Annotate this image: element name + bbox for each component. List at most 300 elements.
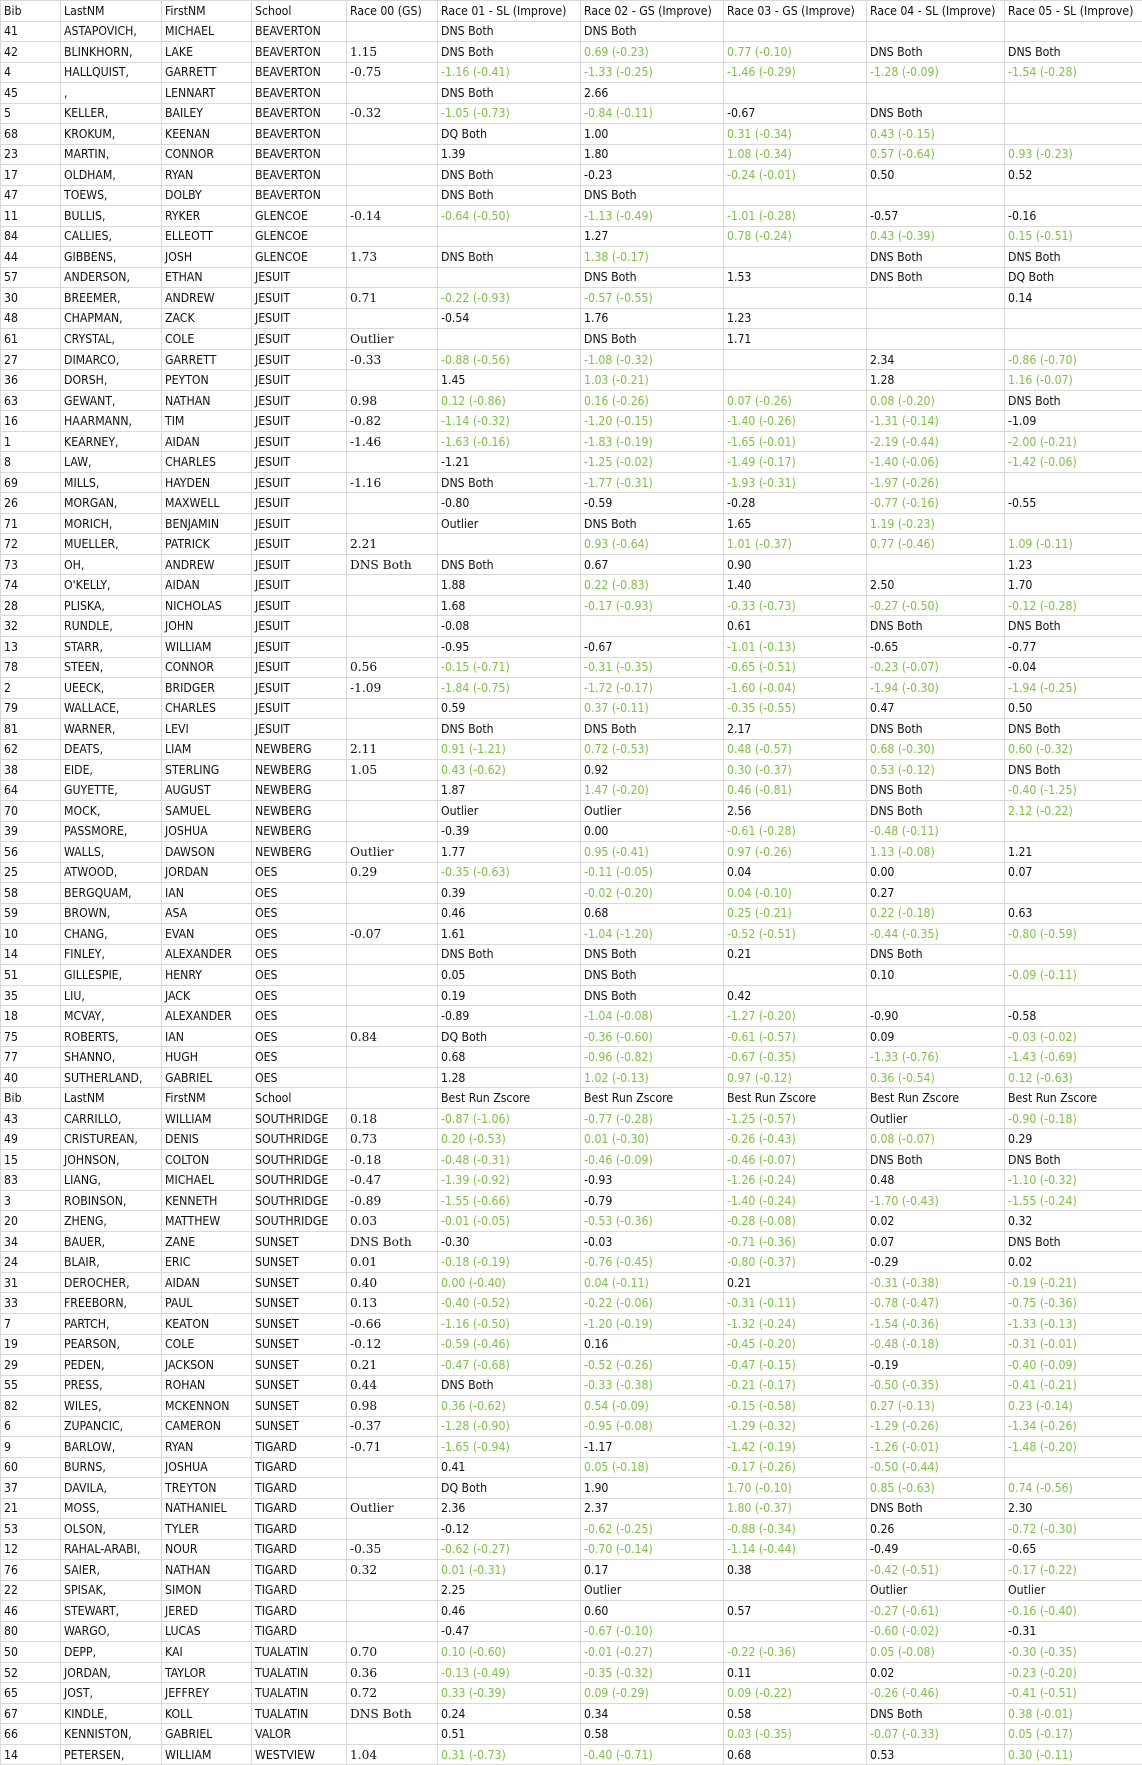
bib-cell[interactable]: 48 [1,308,61,329]
bib-cell[interactable]: 28 [1,595,61,616]
race-05-cell[interactable]: 0.50 [1005,698,1142,719]
race-00-cell[interactable] [347,985,438,1006]
race-01-cell[interactable]: 1.88 [438,575,581,596]
header-cell[interactable]: LastNM [61,1,162,22]
race-03-cell[interactable]: -1.49 (-0.17) [724,452,867,473]
race-04-cell[interactable]: 0.47 [867,698,1005,719]
race-02-cell[interactable]: DNS Both [581,329,724,350]
race-00-cell[interactable]: 2.11 [347,739,438,760]
race-05-cell[interactable]: -1.43 (-0.69) [1005,1047,1142,1068]
school-cell[interactable]: NEWBERG [252,801,347,822]
race-01-cell[interactable]: -0.54 [438,308,581,329]
race-04-cell[interactable]: DNS Both [867,719,1005,740]
race-02-cell[interactable]: -0.53 (-0.36) [581,1211,724,1232]
race-03-cell[interactable] [724,83,867,104]
race-00-cell[interactable]: 0.21 [347,1355,438,1376]
race-01-cell[interactable]: 0.05 [438,965,581,986]
last-name-cell[interactable]: DIMARCO, [61,349,162,370]
first-name-cell[interactable]: CONNOR [162,657,252,678]
last-name-cell[interactable]: FINLEY, [61,944,162,965]
race-00-cell[interactable] [347,1478,438,1499]
bib-cell[interactable]: 21 [1,1498,61,1519]
race-00-cell[interactable]: 0.71 [347,288,438,309]
race-01-cell[interactable]: Outlier [438,801,581,822]
race-04-cell[interactable]: -1.97 (-0.26) [867,472,1005,493]
race-00-cell[interactable] [347,21,438,42]
race-01-cell[interactable]: 0.36 (-0.62) [438,1396,581,1417]
race-05-cell[interactable]: -0.04 [1005,657,1142,678]
race-00-cell[interactable]: 2.21 [347,534,438,555]
race-01-cell[interactable]: DNS Both [438,554,581,575]
race-04-cell[interactable]: Outlier [867,1580,1005,1601]
race-05-cell[interactable]: 0.12 (-0.63) [1005,1067,1142,1088]
last-name-cell[interactable]: ASTAPOVICH, [61,21,162,42]
last-name-cell[interactable]: PLISKA, [61,595,162,616]
race-00-cell[interactable] [347,1067,438,1088]
race-03-cell[interactable] [724,1621,867,1642]
first-name-cell[interactable]: ANDREW [162,288,252,309]
race-05-cell[interactable]: -1.34 (-0.26) [1005,1416,1142,1437]
race-02-cell[interactable]: 1.03 (-0.21) [581,370,724,391]
race-02-cell[interactable]: -0.59 [581,493,724,514]
first-name-cell[interactable]: FirstNM [162,1088,252,1109]
race-04-cell[interactable]: -1.31 (-0.14) [867,411,1005,432]
race-03-cell[interactable]: 1.80 (-0.37) [724,1498,867,1519]
school-cell[interactable]: JESUIT [252,349,347,370]
race-02-cell[interactable]: 1.38 (-0.17) [581,247,724,268]
race-00-cell[interactable]: -0.07 [347,924,438,945]
race-00-cell[interactable]: DNS Both [347,1703,438,1724]
race-03-cell[interactable]: 0.07 (-0.26) [724,390,867,411]
race-01-cell[interactable]: 1.39 [438,144,581,165]
race-02-cell[interactable]: -1.77 (-0.31) [581,472,724,493]
race-00-cell[interactable]: 0.84 [347,1026,438,1047]
race-00-cell[interactable] [347,903,438,924]
race-02-cell[interactable]: 0.05 (-0.18) [581,1457,724,1478]
race-04-cell[interactable]: DNS Both [867,247,1005,268]
race-01-cell[interactable]: 1.68 [438,595,581,616]
school-cell[interactable]: SUNSET [252,1293,347,1314]
race-04-cell[interactable]: -0.49 [867,1539,1005,1560]
race-01-cell[interactable]: 0.33 (-0.39) [438,1683,581,1704]
race-05-cell[interactable]: -1.55 (-0.24) [1005,1190,1142,1211]
bib-cell[interactable]: 4 [1,62,61,83]
last-name-cell[interactable]: RAHAL-ARABI, [61,1539,162,1560]
race-04-cell[interactable]: -0.50 (-0.44) [867,1457,1005,1478]
race-03-cell[interactable]: 0.68 [724,1744,867,1765]
race-05-cell[interactable]: -0.31 [1005,1621,1142,1642]
race-00-cell[interactable]: 0.03 [347,1211,438,1232]
race-04-cell[interactable]: -0.42 (-0.51) [867,1560,1005,1581]
race-00-cell[interactable] [347,883,438,904]
race-03-cell[interactable]: -1.26 (-0.24) [724,1170,867,1191]
school-cell[interactable]: JESUIT [252,288,347,309]
first-name-cell[interactable]: JACKSON [162,1355,252,1376]
last-name-cell[interactable]: O'KELLY, [61,575,162,596]
school-cell[interactable]: JESUIT [252,267,347,288]
last-name-cell[interactable]: OLDHAM, [61,165,162,186]
race-05-cell[interactable]: -0.41 (-0.21) [1005,1375,1142,1396]
bib-cell[interactable]: 43 [1,1108,61,1129]
race-04-cell[interactable]: 2.34 [867,349,1005,370]
header-cell[interactable]: Race 01 - SL (Improve) [438,1,581,22]
race-03-cell[interactable]: -0.17 (-0.26) [724,1457,867,1478]
bib-cell[interactable]: 1 [1,431,61,452]
race-04-cell[interactable] [867,985,1005,1006]
bib-cell[interactable]: 78 [1,657,61,678]
race-02-cell[interactable]: Best Run Zscore [581,1088,724,1109]
race-01-cell[interactable] [438,534,581,555]
school-cell[interactable]: GLENCOE [252,247,347,268]
school-cell[interactable]: SUNSET [252,1231,347,1252]
race-02-cell[interactable]: -0.23 [581,165,724,186]
race-04-cell[interactable]: 0.77 (-0.46) [867,534,1005,555]
race-04-cell[interactable]: 0.68 (-0.30) [867,739,1005,760]
school-cell[interactable]: SUNSET [252,1334,347,1355]
race-02-cell[interactable]: 0.60 [581,1601,724,1622]
bib-cell[interactable]: 73 [1,554,61,575]
race-02-cell[interactable]: -0.52 (-0.26) [581,1355,724,1376]
first-name-cell[interactable]: DAWSON [162,842,252,863]
bib-cell[interactable]: 36 [1,370,61,391]
race-00-cell[interactable] [347,1519,438,1540]
bib-cell[interactable]: 9 [1,1437,61,1458]
race-02-cell[interactable]: -0.96 (-0.82) [581,1047,724,1068]
race-02-cell[interactable]: 0.09 (-0.29) [581,1683,724,1704]
last-name-cell[interactable]: CALLIES, [61,226,162,247]
race-04-cell[interactable] [867,83,1005,104]
bib-cell[interactable]: 2 [1,678,61,699]
last-name-cell[interactable]: LastNM [61,1088,162,1109]
race-03-cell[interactable]: -0.46 (-0.07) [724,1149,867,1170]
last-name-cell[interactable]: BROWN, [61,903,162,924]
first-name-cell[interactable]: NOUR [162,1539,252,1560]
school-cell[interactable]: SUNSET [252,1272,347,1293]
race-03-cell[interactable] [724,370,867,391]
school-cell[interactable]: TIGARD [252,1457,347,1478]
race-01-cell[interactable]: 0.01 (-0.31) [438,1560,581,1581]
last-name-cell[interactable]: KEARNEY, [61,431,162,452]
race-00-cell[interactable]: -0.35 [347,1539,438,1560]
first-name-cell[interactable]: ZANE [162,1231,252,1252]
race-01-cell[interactable]: -0.18 (-0.19) [438,1252,581,1273]
race-00-cell[interactable]: -0.71 [347,1437,438,1458]
school-cell[interactable]: BEAVERTON [252,62,347,83]
race-01-cell[interactable]: 0.12 (-0.86) [438,390,581,411]
race-03-cell[interactable]: -0.65 (-0.51) [724,657,867,678]
race-00-cell[interactable] [347,1457,438,1478]
race-03-cell[interactable]: 0.97 (-0.12) [724,1067,867,1088]
first-name-cell[interactable]: SIMON [162,1580,252,1601]
race-03-cell[interactable]: 0.46 (-0.81) [724,780,867,801]
race-00-cell[interactable] [347,575,438,596]
race-04-cell[interactable]: -0.78 (-0.47) [867,1293,1005,1314]
race-02-cell[interactable]: 0.22 (-0.83) [581,575,724,596]
race-02-cell[interactable]: 0.58 [581,1724,724,1745]
first-name-cell[interactable]: GARRETT [162,349,252,370]
race-01-cell[interactable]: -0.22 (-0.93) [438,288,581,309]
bib-cell[interactable]: 46 [1,1601,61,1622]
last-name-cell[interactable]: MORICH, [61,513,162,534]
school-cell[interactable]: JESUIT [252,411,347,432]
race-03-cell[interactable]: 1.65 [724,513,867,534]
race-05-cell[interactable] [1005,821,1142,842]
race-05-cell[interactable]: DNS Both [1005,760,1142,781]
first-name-cell[interactable]: JERED [162,1601,252,1622]
bib-cell[interactable]: 38 [1,760,61,781]
first-name-cell[interactable]: ALEXANDER [162,1006,252,1027]
race-02-cell[interactable]: -1.04 (-0.08) [581,1006,724,1027]
race-04-cell[interactable]: DNS Both [867,780,1005,801]
race-02-cell[interactable]: -0.02 (-0.20) [581,883,724,904]
race-00-cell[interactable]: -0.66 [347,1314,438,1335]
first-name-cell[interactable]: CHARLES [162,698,252,719]
school-cell[interactable]: OES [252,1067,347,1088]
race-04-cell[interactable]: Best Run Zscore [867,1088,1005,1109]
race-04-cell[interactable]: -1.26 (-0.01) [867,1437,1005,1458]
race-02-cell[interactable]: DNS Both [581,965,724,986]
school-cell[interactable]: TUALATIN [252,1703,347,1724]
race-05-cell[interactable]: -0.80 (-0.59) [1005,924,1142,945]
first-name-cell[interactable]: CONNOR [162,144,252,165]
race-05-cell[interactable] [1005,985,1142,1006]
race-03-cell[interactable]: -0.61 (-0.57) [724,1026,867,1047]
school-cell[interactable]: JESUIT [252,513,347,534]
bib-cell[interactable]: 60 [1,1457,61,1478]
race-02-cell[interactable]: DNS Both [581,985,724,1006]
race-01-cell[interactable]: -0.64 (-0.50) [438,206,581,227]
school-cell[interactable]: OES [252,985,347,1006]
race-00-cell[interactable] [347,165,438,186]
race-04-cell[interactable] [867,288,1005,309]
race-00-cell[interactable]: 1.15 [347,42,438,63]
header-cell[interactable]: Race 04 - SL (Improve) [867,1,1005,22]
race-01-cell[interactable]: -0.48 (-0.31) [438,1149,581,1170]
race-03-cell[interactable] [724,21,867,42]
school-cell[interactable]: JESUIT [252,698,347,719]
race-03-cell[interactable]: -1.01 (-0.28) [724,206,867,227]
last-name-cell[interactable]: CARRILLO, [61,1108,162,1129]
race-04-cell[interactable]: -0.29 [867,1252,1005,1273]
race-02-cell[interactable]: DNS Both [581,719,724,740]
last-name-cell[interactable]: BULLIS, [61,206,162,227]
race-04-cell[interactable]: -0.31 (-0.38) [867,1272,1005,1293]
race-01-cell[interactable]: -0.15 (-0.71) [438,657,581,678]
race-00-cell[interactable] [347,1580,438,1601]
first-name-cell[interactable]: NATHAN [162,1560,252,1581]
last-name-cell[interactable]: WALLACE, [61,698,162,719]
race-00-cell[interactable]: -0.32 [347,103,438,124]
race-02-cell[interactable]: Outlier [581,1580,724,1601]
school-cell[interactable]: JESUIT [252,616,347,637]
race-05-cell[interactable] [1005,329,1142,350]
race-04-cell[interactable]: 0.09 [867,1026,1005,1047]
first-name-cell[interactable]: ZACK [162,308,252,329]
race-05-cell[interactable]: -0.65 [1005,1539,1142,1560]
race-01-cell[interactable]: -0.95 [438,636,581,657]
last-name-cell[interactable]: CHAPMAN, [61,308,162,329]
race-05-cell[interactable]: Best Run Zscore [1005,1088,1142,1109]
race-04-cell[interactable]: -0.60 (-0.02) [867,1621,1005,1642]
header-cell[interactable]: Race 00 (GS) [347,1,438,22]
race-01-cell[interactable]: -1.84 (-0.75) [438,678,581,699]
race-05-cell[interactable]: 0.02 [1005,1252,1142,1273]
race-05-cell[interactable]: DNS Both [1005,616,1142,637]
race-00-cell[interactable]: -1.09 [347,678,438,699]
race-00-cell[interactable]: 1.05 [347,760,438,781]
bib-cell[interactable]: 51 [1,965,61,986]
school-cell[interactable]: SOUTHRIDGE [252,1129,347,1150]
bib-cell[interactable]: 57 [1,267,61,288]
race-02-cell[interactable]: -1.17 [581,1437,724,1458]
bib-cell[interactable]: 76 [1,1560,61,1581]
race-03-cell[interactable]: 1.40 [724,575,867,596]
race-01-cell[interactable]: 0.20 (-0.53) [438,1129,581,1150]
first-name-cell[interactable]: JACK [162,985,252,1006]
race-01-cell[interactable]: -0.80 [438,493,581,514]
last-name-cell[interactable]: RUNDLE, [61,616,162,637]
first-name-cell[interactable]: ROHAN [162,1375,252,1396]
last-name-cell[interactable]: EIDE, [61,760,162,781]
race-04-cell[interactable]: 0.07 [867,1231,1005,1252]
first-name-cell[interactable]: HAYDEN [162,472,252,493]
bib-cell[interactable]: 61 [1,329,61,350]
last-name-cell[interactable]: CRISTUREAN, [61,1129,162,1150]
school-cell[interactable]: TIGARD [252,1519,347,1540]
last-name-cell[interactable]: UEECK, [61,678,162,699]
first-name-cell[interactable]: CHARLES [162,452,252,473]
bib-cell[interactable]: 22 [1,1580,61,1601]
bib-cell[interactable]: 23 [1,144,61,165]
race-05-cell[interactable] [1005,308,1142,329]
first-name-cell[interactable]: AUGUST [162,780,252,801]
race-01-cell[interactable]: DNS Both [438,1375,581,1396]
school-cell[interactable]: OES [252,944,347,965]
race-05-cell[interactable]: 0.63 [1005,903,1142,924]
last-name-cell[interactable]: DEATS, [61,739,162,760]
race-00-cell[interactable] [347,698,438,719]
race-00-cell[interactable]: 0.18 [347,1108,438,1129]
race-00-cell[interactable]: -0.75 [347,62,438,83]
last-name-cell[interactable]: KENNISTON, [61,1724,162,1745]
race-05-cell[interactable]: 0.29 [1005,1129,1142,1150]
race-04-cell[interactable]: -0.19 [867,1355,1005,1376]
race-05-cell[interactable]: DNS Both [1005,247,1142,268]
race-01-cell[interactable]: DNS Both [438,719,581,740]
school-cell[interactable]: TIGARD [252,1621,347,1642]
race-01-cell[interactable]: 0.31 (-0.73) [438,1744,581,1765]
race-00-cell[interactable]: -0.33 [347,349,438,370]
last-name-cell[interactable]: PRESS, [61,1375,162,1396]
race-03-cell[interactable]: -0.67 [724,103,867,124]
race-02-cell[interactable]: 1.27 [581,226,724,247]
race-01-cell[interactable]: 0.46 [438,903,581,924]
race-03-cell[interactable]: -1.65 (-0.01) [724,431,867,452]
last-name-cell[interactable]: PETERSEN, [61,1744,162,1765]
bib-cell[interactable]: 74 [1,575,61,596]
race-03-cell[interactable]: -1.29 (-0.32) [724,1416,867,1437]
school-cell[interactable]: GLENCOE [252,206,347,227]
race-03-cell[interactable]: -0.28 [724,493,867,514]
race-03-cell[interactable]: 0.09 (-0.22) [724,1683,867,1704]
first-name-cell[interactable]: GABRIEL [162,1724,252,1745]
race-03-cell[interactable]: 0.25 (-0.21) [724,903,867,924]
race-05-cell[interactable]: -0.31 (-0.01) [1005,1334,1142,1355]
race-05-cell[interactable]: -1.09 [1005,411,1142,432]
race-05-cell[interactable] [1005,185,1142,206]
bib-cell[interactable]: 24 [1,1252,61,1273]
school-cell[interactable]: JESUIT [252,554,347,575]
race-03-cell[interactable]: -0.31 (-0.11) [724,1293,867,1314]
race-04-cell[interactable]: DNS Both [867,1703,1005,1724]
first-name-cell[interactable]: WILLIAM [162,636,252,657]
race-04-cell[interactable]: DNS Both [867,103,1005,124]
race-04-cell[interactable]: 0.02 [867,1662,1005,1683]
race-00-cell[interactable]: Outlier [347,842,438,863]
race-03-cell[interactable]: -0.61 (-0.28) [724,821,867,842]
race-03-cell[interactable]: -0.35 (-0.55) [724,698,867,719]
first-name-cell[interactable]: LUCAS [162,1621,252,1642]
race-01-cell[interactable] [438,267,581,288]
race-05-cell[interactable]: -0.30 (-0.35) [1005,1642,1142,1663]
last-name-cell[interactable]: LIU, [61,985,162,1006]
race-03-cell[interactable]: 0.58 [724,1703,867,1724]
race-04-cell[interactable]: 0.85 (-0.63) [867,1478,1005,1499]
race-01-cell[interactable]: -1.39 (-0.92) [438,1170,581,1191]
school-cell[interactable]: BEAVERTON [252,42,347,63]
first-name-cell[interactable]: BRIDGER [162,678,252,699]
last-name-cell[interactable]: GILLESPIE, [61,965,162,986]
race-04-cell[interactable]: -0.50 (-0.35) [867,1375,1005,1396]
last-name-cell[interactable]: CHANG, [61,924,162,945]
race-04-cell[interactable]: 0.08 (-0.07) [867,1129,1005,1150]
race-00-cell[interactable]: 0.72 [347,1683,438,1704]
last-name-cell[interactable]: STARR, [61,636,162,657]
race-03-cell[interactable]: -1.60 (-0.04) [724,678,867,699]
race-02-cell[interactable]: 1.00 [581,124,724,145]
race-00-cell[interactable]: 0.56 [347,657,438,678]
race-01-cell[interactable]: -1.21 [438,452,581,473]
bib-cell[interactable]: 16 [1,411,61,432]
race-04-cell[interactable]: -0.27 (-0.61) [867,1601,1005,1622]
race-02-cell[interactable]: 0.00 [581,821,724,842]
bib-cell[interactable]: 13 [1,636,61,657]
school-cell[interactable]: SUNSET [252,1375,347,1396]
race-04-cell[interactable]: 0.10 [867,965,1005,986]
race-02-cell[interactable]: -0.93 [581,1170,724,1191]
race-01-cell[interactable]: 1.77 [438,842,581,863]
bib-cell[interactable]: 32 [1,616,61,637]
race-01-cell[interactable]: -0.59 (-0.46) [438,1334,581,1355]
first-name-cell[interactable]: BAILEY [162,103,252,124]
race-03-cell[interactable]: -0.52 (-0.51) [724,924,867,945]
race-03-cell[interactable]: Best Run Zscore [724,1088,867,1109]
race-03-cell[interactable]: -1.25 (-0.57) [724,1108,867,1129]
race-02-cell[interactable]: -0.70 (-0.14) [581,1539,724,1560]
race-00-cell[interactable] [347,513,438,534]
race-03-cell[interactable]: 1.71 [724,329,867,350]
bib-cell[interactable]: 18 [1,1006,61,1027]
race-04-cell[interactable]: 0.27 (-0.13) [867,1396,1005,1417]
race-05-cell[interactable]: -0.40 (-1.25) [1005,780,1142,801]
race-01-cell[interactable]: -1.65 (-0.94) [438,1437,581,1458]
race-02-cell[interactable]: 0.16 (-0.26) [581,390,724,411]
race-00-cell[interactable]: -0.12 [347,1334,438,1355]
bib-cell[interactable]: 52 [1,1662,61,1683]
race-01-cell[interactable]: -0.89 [438,1006,581,1027]
last-name-cell[interactable]: JOST, [61,1683,162,1704]
race-02-cell[interactable]: 0.72 (-0.53) [581,739,724,760]
